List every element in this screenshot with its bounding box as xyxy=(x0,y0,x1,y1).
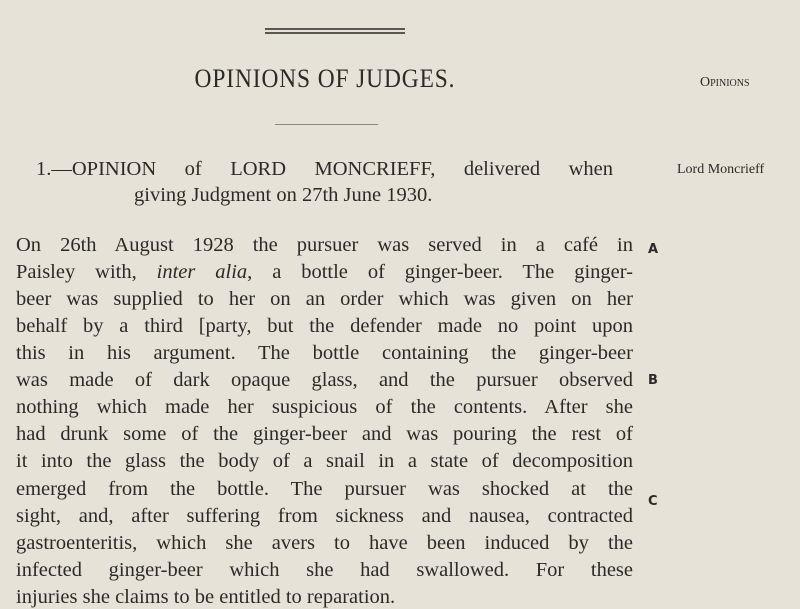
body-line: injuries she claims to be entitled to reparation. xyxy=(16,586,396,608)
title-divider xyxy=(275,124,378,125)
body-line: had drunk some of the ginger-beer and was pouring the rest of xyxy=(16,423,633,445)
body-line: sight, and, after suffering from sickness and nausea, contracted xyxy=(16,505,633,527)
side-note-lord-moncrieff: Lord Moncrieff xyxy=(677,162,765,177)
body-line: beer was supplied to her on an order which was given on her xyxy=(16,288,633,310)
heading-line-1 xyxy=(36,158,613,181)
body-line: nothing which made her suspicious of the contents. After she xyxy=(16,396,633,418)
body-line: it into the glass the body of a snail in a state of decomposition xyxy=(16,450,633,472)
body-line: behalf by a third [party, but the defender made no point upon xyxy=(16,315,633,337)
side-note-opinions: Opinions xyxy=(700,75,750,90)
body-line: emerged from the bottle. The pursuer was shocked at the xyxy=(16,478,633,500)
double-rule-bottom xyxy=(265,32,405,34)
body-line: infected ginger-beer which she had swallowed. For these xyxy=(16,559,633,581)
heading-line-2: giving Judgment on 27th June 1930. xyxy=(134,184,433,206)
body-line: gastroenteritis, which she avers to have been induced by the xyxy=(16,532,633,554)
body-line: this in his argument. The bottle containing the ginger-beer xyxy=(16,342,633,364)
body-line: was made of dark opaque glass, and the pursuer observed xyxy=(16,369,633,391)
page-title: OPINIONS OF JUDGES. xyxy=(194,64,456,93)
body-line: Paisley with, inter alia, a bottle of ginger-beer. The ginger- xyxy=(16,261,633,283)
body-line: On 26th August 1928 the pursuer was served in a café in xyxy=(16,234,633,256)
margin-letter-a: A xyxy=(648,242,659,257)
margin-letter-c: C xyxy=(648,494,658,509)
italic-phrase: inter alia xyxy=(156,261,248,283)
heading-text: 1.—OPINION of LORD MONCRIEFF, delivered when xyxy=(36,158,613,180)
margin-letter-b: B xyxy=(648,373,658,388)
double-rule-top xyxy=(265,28,405,30)
